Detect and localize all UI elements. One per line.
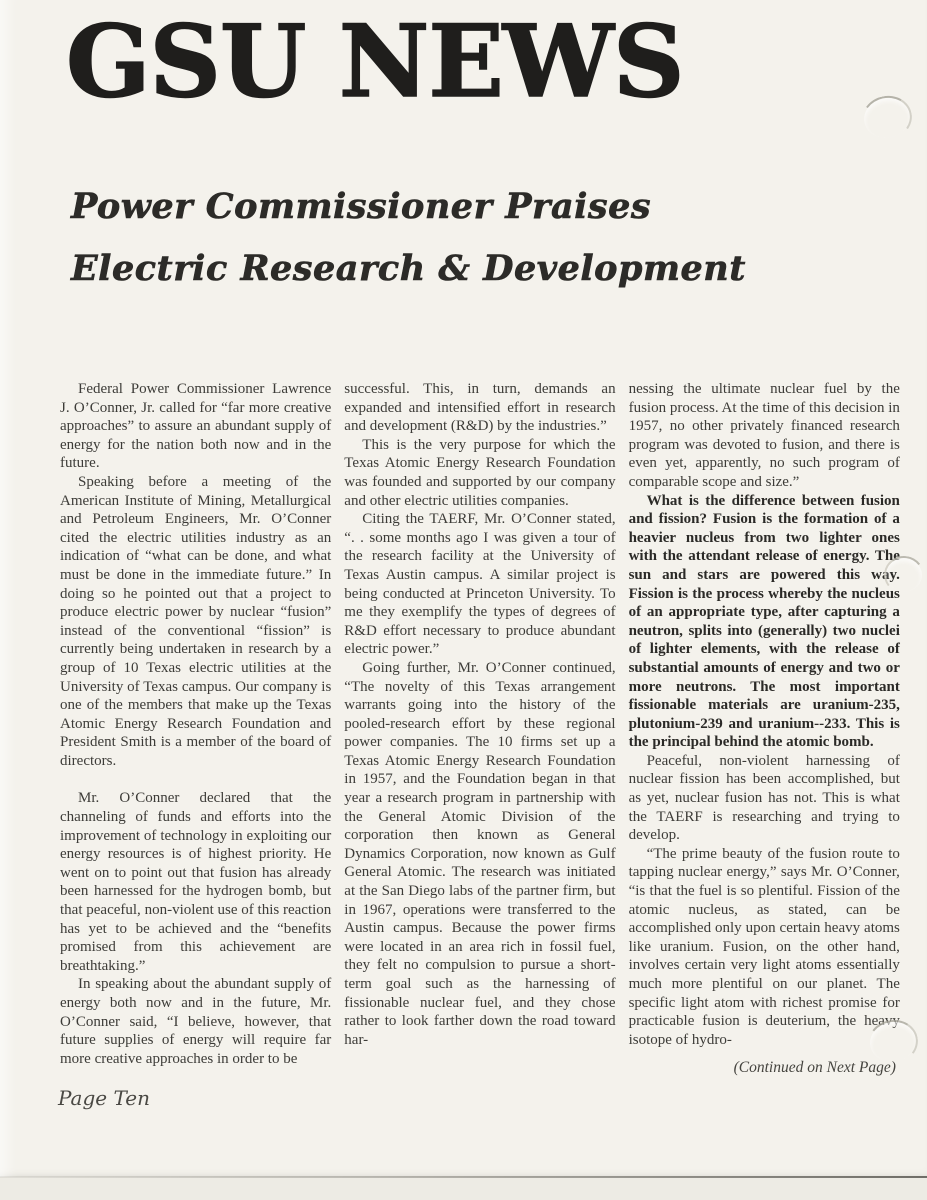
article-paragraph: Peaceful, non-violent harnessing of nuclear fission has been accomplished, but as yet, nuclear fusion has not. This is what the TAERF is researching and trying to develop. <box>628 752 900 844</box>
article-body <box>60 380 900 1078</box>
continued-note: (Continued on Next Page) <box>733 1059 896 1077</box>
article-column-1 <box>60 380 331 1078</box>
paper-curl-mark <box>858 91 916 144</box>
article-paragraph: Federal Power Commissioner Lawrence J. O’Conner, Jr. called for “far more creative approaches” to assure an abundant supply of energy for the nation both now and in the future. <box>60 381 332 472</box>
headline-line-1: Power Commissioner Praises <box>71 186 652 227</box>
article-paragraph: nessing the ultimate nuclear fuel by the fusion process. At the time of this decision in 1957, no other privately financed research program was devoted to fusion, and there is even yet, apparently, no such program of comparable scope and size.” <box>628 381 900 490</box>
article-paragraph: This is the very purpose for which the Texas Atomic Energy Research Foundation was founded and supported by our company and other electric utilities companies. <box>344 436 616 509</box>
article-paragraph: Going further, Mr. O’Conner continued, “The novelty of this Texas arrangement warrants going into the history of the pooled-research effort by these regional power companies. The 10 firms set up a Texas Atomic Energy Research Foundation in 1957, and the Foundation began in that year a research program in partnership with the General Atomic Division of the corporation then known as General Dynamics Corporation, now known as Gulf General Atomic. The research was initiated at the San Diego labs of the partner firm, but in 1967, operations were transferred to the Austin campus. Because the power firms were located in an area rich in fossil fuel, they felt no compulsion to pursue a short-term goal such as the harnessing of fissionable nuclear fuel, and they chose rather to look farther down the road toward har- <box>344 659 616 1048</box>
article-column-2 <box>344 380 615 1078</box>
article-paragraph: Citing the TAERF, Mr. O’Conner stated, “. . some months ago I was given a tour of the research facility at the University of Texas Austin campus. A similar project is being conducted at Princeton University. To me they exemplify the types of degrees of R&D effort necessary to produce abundant electric power.” <box>344 511 616 658</box>
page-number: Page Ten <box>58 1086 150 1110</box>
page-bottom-edge <box>0 1176 927 1178</box>
article-column-3 <box>629 380 900 1078</box>
article-paragraph: “The prime beauty of the fusion route to tapping nuclear energy,” says Mr. O’Conner, “is that the fuel is so plentiful. Fission of the atomic nucleus, as stated, can be accomplished only upon certain heavy atoms like uranium. Fusion, on the other hand, involves certain very light atoms essentially much more plentiful on our planet. The specific light atom with richest promise for practicable fusion is deuterium, the heavy isotope of hydro- <box>628 845 900 1048</box>
headline-line-2: Electric Research & Development <box>71 248 746 289</box>
article-paragraph: Mr. O’Conner declared that the channeling of funds and efforts into the improvement of technology in exploiting our energy resources is of highest priority. He went on to point out that fusion has already been harnessed for the hydrogen bomb, but that peaceful, non-violent use of this reaction has yet to be achieved and the “benefits promised from this achievement are breathtaking.” <box>60 790 332 974</box>
article-paragraph: Speaking before a meeting of the American Institute of Mining, Metallurgical and Petroleum Engineers, Mr. O’Conner cited the electric utilities industry as an indication of “what can be done, and what must be done in the immediate future.” In doing so he pointed out that a project to produce electric power by nuclear “fusion” instead of the conventional “fission” is currently being undertaken in research by a group of 10 Texas electric utilities at the University of Texas campus. Our company is one of the members that make up the Texas Atomic Energy Research Foundation and President Smith is a member of the board of directors. <box>60 473 332 769</box>
article-paragraph: successful. This, in turn, demands an expanded and intensified effort in research and development (R&D) by the industries.” <box>344 381 616 435</box>
masthead-title: GSU NEWS <box>66 4 684 120</box>
article-paragraph: What is the difference between fusion and fission? Fusion is the formation of a heavier nucleus from two lighter ones with the attendant release of energy. The sun and stars are powered this way. Fission is the process whereby the nucleus of an appropriate type, after capturing a neutron, splits into (generally) two nuclei of lighter elements, with the release of substantial amounts of energy and two or more neutrons. The most important fissionable materials are uranium-235, plutonium-239 and uranium--233. This is the principal behind the atomic bomb. <box>628 492 900 751</box>
article-paragraph: In speaking about the abundant supply of energy both now and in the future, Mr. O’Conner said, “I believe, however, that future supplies of energy will require far more creative approaches in order to be <box>60 976 332 1067</box>
article-headline <box>71 176 746 300</box>
